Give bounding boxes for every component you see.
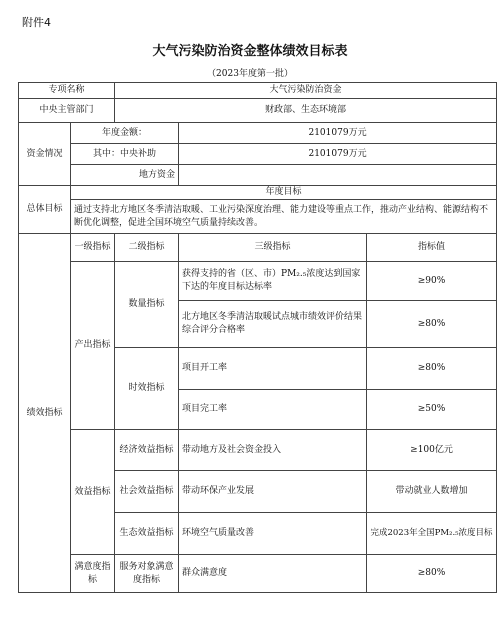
funds-label: 资金情况 — [19, 123, 71, 186]
social-benefit-label: 社会效益指标 — [115, 471, 179, 513]
dept-value: 财政部、生态环境部 — [115, 99, 497, 123]
header-level3: 三级指标 — [179, 234, 367, 262]
annual-goal-text: 通过支持北方地区冬季清洁取暖、工业污染深度治理、能力建设等重点工作，推动产业结构、能源结构不断优化调整，促进全国环境空气质量持续改善。 — [71, 200, 497, 234]
indicator-name: 带动地方及社会资金投入 — [179, 430, 367, 471]
economic-benefit-label: 经济效益指标 — [115, 430, 179, 471]
attachment-label: 附件4 — [22, 16, 51, 29]
indicator-name: 获得支持的省（区、市）PM₂.₅浓度达到国家下达的年度目标达标率 — [179, 262, 367, 301]
service-satisfaction-label: 服务对象满意度指标 — [115, 555, 179, 593]
indicator-value: 带动就业人数增加 — [367, 471, 497, 513]
satisfaction-indicator-label: 满意度指标 — [71, 555, 115, 593]
indicator-value: ≥80% — [367, 301, 497, 348]
indicator-name: 环境空气质量改善 — [179, 513, 367, 555]
ecological-benefit-label: 生态效益指标 — [115, 513, 179, 555]
overall-goal-label: 总体目标 — [19, 186, 71, 234]
indicator-value: ≥50% — [367, 390, 497, 430]
indicator-value: ≥90% — [367, 262, 497, 301]
local-funds-label: 地方资金 — [71, 165, 179, 186]
indicator-name: 项目开工率 — [179, 348, 367, 390]
dept-label: 中央主管部门 — [19, 99, 115, 123]
output-indicator-label: 产出指标 — [71, 262, 115, 430]
indicator-value: ≥80% — [367, 348, 497, 390]
indicator-name: 群众满意度 — [179, 555, 367, 593]
indicator-name: 项目完工率 — [179, 390, 367, 430]
indicator-value: ≥80% — [367, 555, 497, 593]
quantity-indicator-label: 数量指标 — [115, 262, 179, 348]
performance-goal-table — [18, 82, 497, 593]
central-subsidy-label: 其中：中央补助 — [71, 144, 179, 165]
annual-goal-header: 年度目标 — [71, 186, 497, 200]
project-name-value: 大气污染防治资金 — [115, 83, 497, 99]
indicator-name: 北方地区冬季清洁取暖试点城市绩效评价结果综合评分合格率 — [179, 301, 367, 348]
annual-amount-label: 年度金额： — [71, 123, 179, 144]
benefit-indicator-label: 效益指标 — [71, 430, 115, 555]
annual-amount-value: 2101079万元 — [179, 123, 497, 144]
batch-subtitle: （2023年度第一批） — [207, 69, 293, 79]
header-value: 指标值 — [367, 234, 497, 262]
central-subsidy-value: 2101079万元 — [179, 144, 497, 165]
project-name-label: 专项名称 — [19, 83, 115, 99]
timeliness-indicator-label: 时效指标 — [115, 348, 179, 430]
local-funds-value — [179, 165, 497, 186]
header-level2: 二级指标 — [115, 234, 179, 262]
indicator-value: 完成2023年全国PM₂.₅浓度目标 — [367, 513, 497, 555]
indicator-value: ≥100亿元 — [367, 430, 497, 471]
page-title: 大气污染防治资金整体绩效目标表 — [152, 44, 348, 59]
header-level1: 一级指标 — [71, 234, 115, 262]
indicators-section-label: 绩效指标 — [19, 234, 71, 593]
indicator-name: 带动环保产业发展 — [179, 471, 367, 513]
